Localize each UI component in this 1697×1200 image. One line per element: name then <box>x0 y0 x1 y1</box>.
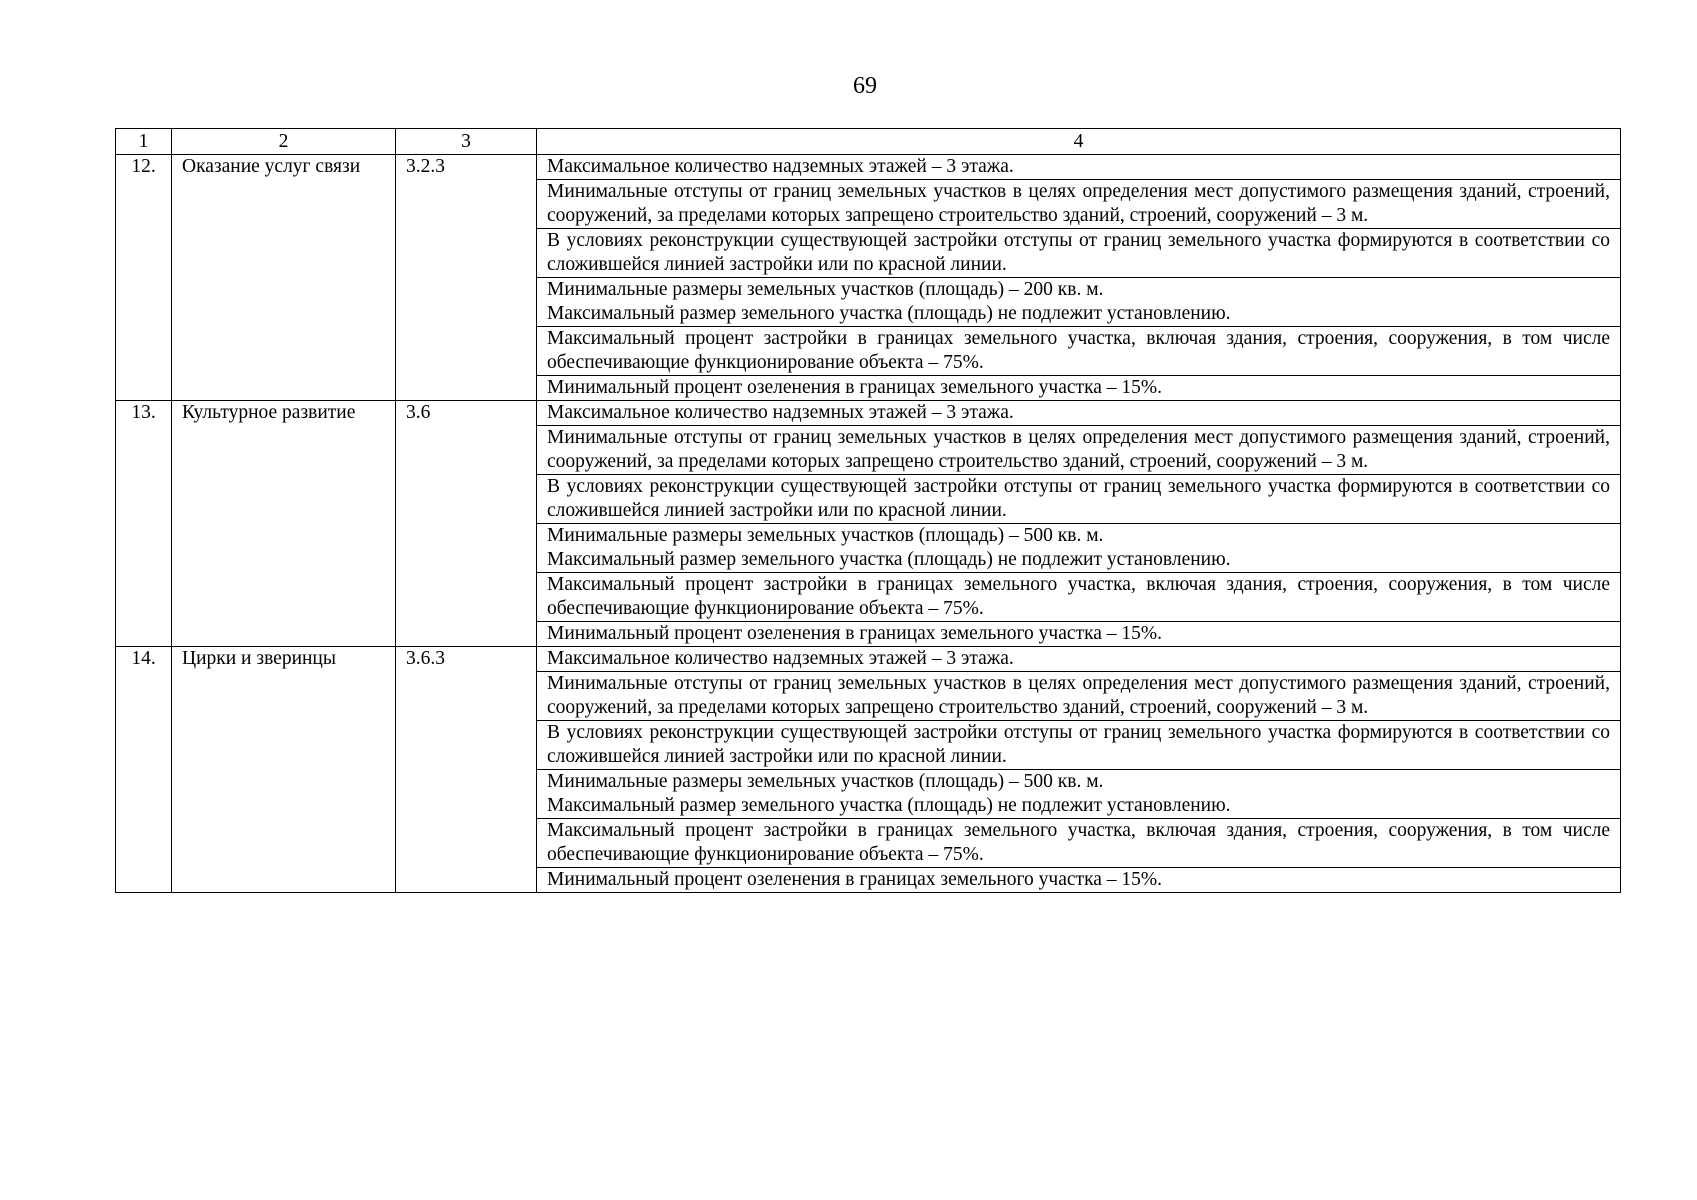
parameter-cell: Минимальный процент озеленения в границах земельного участка – 15%. <box>537 376 1621 401</box>
land-use-type-cell: Цирки и зверинцы <box>172 647 396 893</box>
land-use-type-cell: Оказание услуг связи <box>172 155 396 401</box>
parameter-cell <box>537 770 1621 819</box>
column-number-row <box>116 129 1621 155</box>
regulations-table <box>115 128 1621 893</box>
parameter-cell: Минимальные отступы от границ земельных участков в целях определения мест допустимого размещения зданий, строений, сооружений, за пределами которых запрещено строительство зданий, строений, сооружений – 3 м. <box>537 426 1621 475</box>
row-number-cell: 14. <box>116 647 172 893</box>
parameter-line: Максимальный размер земельного участка (площадь) не подлежит установлению. <box>547 549 1231 570</box>
parameter-cell: В условиях реконструкции существующей застройки отступы от границ земельного участка формируются в соответствии со сложившейся линией застройки или по красной линии. <box>537 721 1621 770</box>
land-use-type-cell: Культурное развитие <box>172 401 396 647</box>
parameter-line: Минимальные размеры земельных участков (площадь) – 500 кв. м. <box>547 771 1104 792</box>
parameter-cell: Максимальное количество надземных этажей – 3 этажа. <box>537 401 1621 426</box>
parameter-cell: Минимальные отступы от границ земельных участков в целях определения мест допустимого размещения зданий, строений, сооружений, за пределами которых запрещено строительство зданий, строений, сооружений – 3 м. <box>537 672 1621 721</box>
parameter-cell <box>537 524 1621 573</box>
land-use-code-cell: 3.6.3 <box>396 647 537 893</box>
parameter-cell: Минимальный процент озеленения в границах земельного участка – 15%. <box>537 622 1621 647</box>
parameter-cell: Максимальный процент застройки в границах земельного участка, включая здания, строения, сооружения, в том числе обеспечивающие функционирование объекта – 75%. <box>537 327 1621 376</box>
table-row <box>116 647 1621 672</box>
parameter-line: Минимальные размеры земельных участков (площадь) – 200 кв. м. <box>547 279 1104 300</box>
parameter-cell: В условиях реконструкции существующей застройки отступы от границ земельного участка формируются в соответствии со сложившейся линией застройки или по красной линии. <box>537 229 1621 278</box>
land-use-code-cell: 3.2.3 <box>396 155 537 401</box>
column-number-cell: 2 <box>172 129 396 155</box>
parameter-cell: Максимальный процент застройки в границах земельного участка, включая здания, строения, сооружения, в том числе обеспечивающие функционирование объекта – 75%. <box>537 819 1621 868</box>
parameter-line: Максимальный размер земельного участка (площадь) не подлежит установлению. <box>547 303 1231 324</box>
parameter-cell: Минимальные отступы от границ земельных участков в целях определения мест допустимого размещения зданий, строений, сооружений, за пределами которых запрещено строительство зданий, строений, сооружений – 3 м. <box>537 180 1621 229</box>
land-use-code-cell: 3.6 <box>396 401 537 647</box>
page-number: 69 <box>853 73 877 99</box>
parameter-cell: Минимальный процент озеленения в границах земельного участка – 15%. <box>537 868 1621 893</box>
parameter-line: Минимальные размеры земельных участков (площадь) – 500 кв. м. <box>547 525 1104 546</box>
parameter-cell <box>537 278 1621 327</box>
column-number-cell: 1 <box>116 129 172 155</box>
table-row <box>116 401 1621 426</box>
table-body <box>116 129 1621 893</box>
parameter-cell: Максимальное количество надземных этажей – 3 этажа. <box>537 647 1621 672</box>
row-number-cell: 12. <box>116 155 172 401</box>
parameter-cell: Максимальное количество надземных этажей – 3 этажа. <box>537 155 1621 180</box>
parameter-line: Максимальный размер земельного участка (площадь) не подлежит установлению. <box>547 795 1231 816</box>
parameter-cell: Максимальный процент застройки в границах земельного участка, включая здания, строения, сооружения, в том числе обеспечивающие функционирование объекта – 75%. <box>537 573 1621 622</box>
parameter-cell: В условиях реконструкции существующей застройки отступы от границ земельного участка формируются в соответствии со сложившейся линией застройки или по красной линии. <box>537 475 1621 524</box>
column-number-cell: 3 <box>396 129 537 155</box>
column-number-cell: 4 <box>537 129 1621 155</box>
table-row <box>116 155 1621 180</box>
row-number-cell: 13. <box>116 401 172 647</box>
